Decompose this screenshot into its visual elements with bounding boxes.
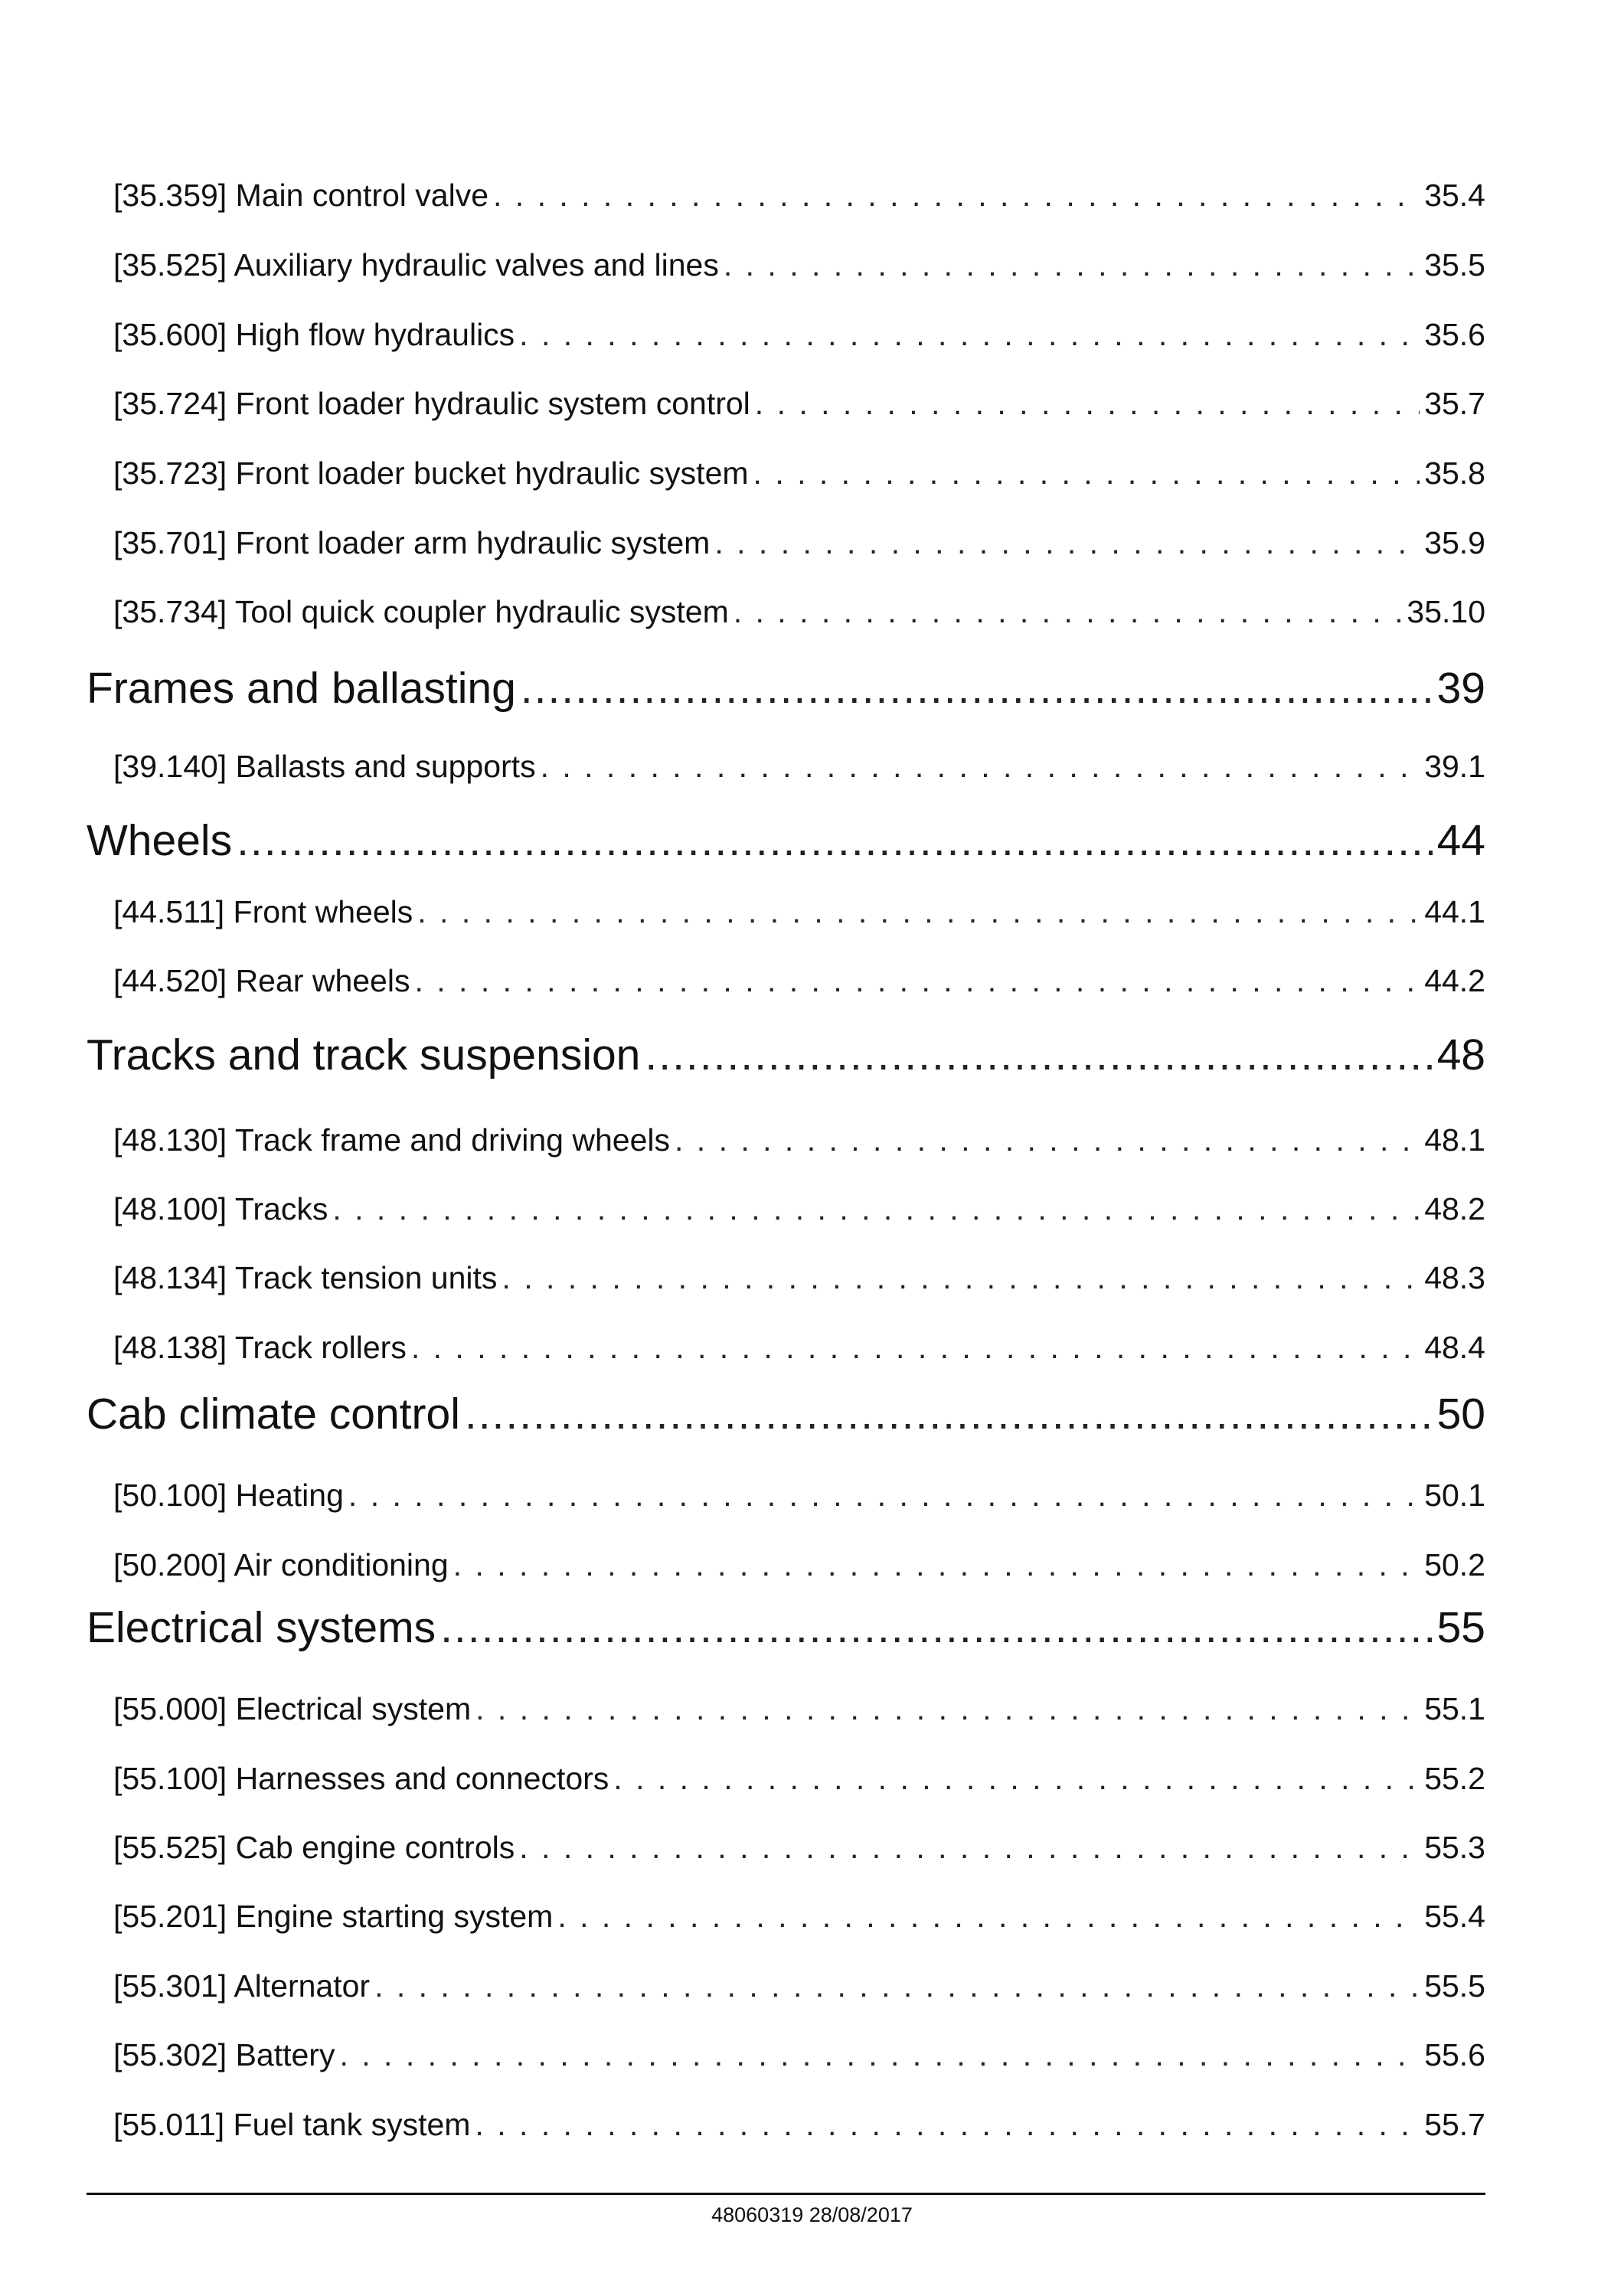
toc-section-entry[interactable] xyxy=(113,178,1485,224)
toc-entry-page-number: 39.1 xyxy=(1424,749,1485,784)
dot-leader xyxy=(541,749,1420,785)
toc-section-entry[interactable] xyxy=(113,1191,1485,1237)
dot-leader xyxy=(557,1899,1420,1935)
toc-entry-title: [44.520] Rear wheels xyxy=(113,963,410,998)
toc-entry-title: [35.701] Front loader arm hydraulic system xyxy=(113,525,711,560)
toc-entry-page-number: 39 xyxy=(1436,664,1485,713)
dot-leader xyxy=(519,317,1420,353)
toc-entry-page-number: 55.6 xyxy=(1424,2037,1485,2072)
toc-entry-page-number: 35.4 xyxy=(1424,178,1485,213)
toc-section-entry[interactable] xyxy=(113,1122,1485,1168)
footer-divider xyxy=(87,2193,1485,2195)
toc-entry-title: [35.600] High flow hydraulics xyxy=(113,317,515,352)
toc-entry-page-number: 55.2 xyxy=(1424,1761,1485,1796)
dot-leader xyxy=(724,247,1420,283)
toc-section-entry[interactable] xyxy=(113,963,1485,1009)
toc-entry-page-number: 55.1 xyxy=(1424,1691,1485,1726)
toc-entry-page-number: 55 xyxy=(1436,1603,1485,1652)
toc-entry-page-number: 50.2 xyxy=(1424,1547,1485,1582)
dot-leader xyxy=(440,1602,1433,1653)
toc-entry-title: Tracks and track suspension xyxy=(87,1030,641,1079)
toc-entry-title: Wheels xyxy=(87,816,233,865)
dot-leader xyxy=(521,663,1433,714)
toc-section-entry[interactable] xyxy=(113,1330,1485,1376)
dot-leader xyxy=(613,1761,1420,1797)
dot-leader xyxy=(675,1122,1420,1158)
toc-entry-page-number: 44.1 xyxy=(1424,894,1485,929)
dot-leader xyxy=(332,1191,1420,1227)
toc-entry-title: [50.200] Air conditioning xyxy=(113,1547,449,1582)
toc-section-entry[interactable] xyxy=(113,247,1485,293)
dot-leader xyxy=(519,1830,1420,1866)
dot-leader xyxy=(237,815,1433,866)
toc-entry-page-number: 35.5 xyxy=(1424,247,1485,283)
toc-entry-title: [50.100] Heating xyxy=(113,1478,344,1513)
toc-section-entry[interactable] xyxy=(113,2107,1485,2153)
toc-entry-title: Electrical systems xyxy=(87,1603,436,1652)
dot-leader xyxy=(411,1330,1420,1366)
toc-entry-page-number: 55.4 xyxy=(1424,1899,1485,1934)
toc-chapter-entry[interactable] xyxy=(87,663,1485,724)
toc-entry-title: [55.011] Fuel tank system xyxy=(113,2107,471,2142)
toc-section-entry[interactable] xyxy=(113,1968,1485,2014)
dot-leader xyxy=(339,2037,1420,2073)
toc-entry-page-number: 50 xyxy=(1436,1390,1485,1439)
toc-entry-page-number: 48 xyxy=(1436,1030,1485,1079)
toc-entry-title: [48.100] Tracks xyxy=(113,1191,328,1226)
toc-entry-title: Cab climate control xyxy=(87,1390,460,1439)
toc-section-entry[interactable] xyxy=(113,525,1485,571)
toc-entry-page-number: 55.5 xyxy=(1424,1968,1485,2004)
toc-section-entry[interactable] xyxy=(113,1830,1485,1876)
toc-entry-title: [55.525] Cab engine controls xyxy=(113,1830,515,1865)
dot-leader xyxy=(417,894,1420,930)
toc-entry-title: [35.734] Tool quick coupler hydraulic system xyxy=(113,594,729,629)
footer-doc-id-date: 48060319 28/08/2017 xyxy=(711,2203,913,2226)
dot-leader xyxy=(475,2107,1420,2143)
toc-entry-title: [35.359] Main control valve xyxy=(113,178,489,213)
toc-entry-page-number: 35.6 xyxy=(1424,317,1485,352)
toc-entry-title: [44.511] Front wheels xyxy=(113,894,413,929)
toc-section-entry[interactable] xyxy=(113,894,1485,940)
dot-leader xyxy=(414,963,1420,999)
dot-leader xyxy=(714,525,1420,561)
dot-leader xyxy=(753,456,1420,492)
dot-leader xyxy=(475,1691,1420,1727)
toc-section-entry[interactable] xyxy=(113,1691,1485,1737)
toc-entry-page-number: 55.3 xyxy=(1424,1830,1485,1865)
toc-section-entry[interactable] xyxy=(113,1478,1485,1524)
toc-section-entry[interactable] xyxy=(113,594,1485,640)
toc-entry-title: [55.000] Electrical system xyxy=(113,1691,472,1726)
toc-entry-page-number: 55.7 xyxy=(1424,2107,1485,2142)
toc-section-entry[interactable] xyxy=(113,1547,1485,1593)
toc-section-entry[interactable] xyxy=(113,456,1485,501)
toc-entry-title: [55.201] Engine starting system xyxy=(113,1899,554,1934)
toc-entry-page-number: 48.2 xyxy=(1424,1191,1485,1226)
toc-chapter-entry[interactable] xyxy=(87,815,1485,877)
toc-chapter-entry[interactable] xyxy=(87,1030,1485,1091)
toc-entry-title: Frames and ballasting xyxy=(87,664,516,713)
toc-entry-title: [48.134] Track tension units xyxy=(113,1260,498,1295)
dot-leader xyxy=(645,1030,1432,1080)
dot-leader xyxy=(374,1968,1420,2004)
dot-leader xyxy=(453,1547,1420,1583)
toc-entry-page-number: 50.1 xyxy=(1424,1478,1485,1513)
toc-section-entry[interactable] xyxy=(113,1899,1485,1945)
toc-entry-title: [55.100] Harnesses and connectors xyxy=(113,1761,609,1796)
toc-entry-title: [39.140] Ballasts and supports xyxy=(113,749,536,784)
toc-section-entry[interactable] xyxy=(113,317,1485,363)
toc-entry-page-number: 35.8 xyxy=(1424,456,1485,491)
toc-section-entry[interactable] xyxy=(113,749,1485,795)
toc-chapter-entry[interactable] xyxy=(87,1602,1485,1664)
toc-entry-page-number: 48.1 xyxy=(1424,1122,1485,1158)
toc-entry-title: [35.723] Front loader bucket hydraulic system xyxy=(113,456,749,491)
toc-entry-title: [55.302] Battery xyxy=(113,2037,335,2072)
dot-leader xyxy=(348,1478,1420,1514)
toc-section-entry[interactable] xyxy=(113,2037,1485,2083)
toc-entry-title: [48.138] Track rollers xyxy=(113,1330,407,1365)
toc-chapter-entry[interactable] xyxy=(87,1389,1485,1450)
toc-entry-title: [35.525] Auxiliary hydraulic valves and lines xyxy=(113,247,719,283)
toc-entry-page-number: 35.9 xyxy=(1424,525,1485,560)
dot-leader xyxy=(493,178,1420,214)
dot-leader xyxy=(755,386,1420,422)
toc-section-entry[interactable] xyxy=(113,1761,1485,1807)
toc-entry-page-number: 48.3 xyxy=(1424,1260,1485,1295)
toc-entry-title: [35.724] Front loader hydraulic system control xyxy=(113,386,750,421)
toc-entry-page-number: 48.4 xyxy=(1424,1330,1485,1365)
toc-section-entry[interactable] xyxy=(113,1260,1485,1306)
toc-entry-page-number: 44 xyxy=(1436,816,1485,865)
toc-entry-page-number: 44.2 xyxy=(1424,963,1485,998)
toc-entry-page-number: 35.7 xyxy=(1424,386,1485,421)
toc-section-entry[interactable] xyxy=(113,386,1485,432)
toc-entry-title: [48.130] Track frame and driving wheels xyxy=(113,1122,670,1158)
dot-leader xyxy=(734,594,1403,630)
dot-leader xyxy=(465,1389,1433,1439)
toc-entry-title: [55.301] Alternator xyxy=(113,1968,371,2004)
dot-leader xyxy=(502,1260,1420,1296)
toc-entry-page-number: 35.10 xyxy=(1407,594,1485,629)
